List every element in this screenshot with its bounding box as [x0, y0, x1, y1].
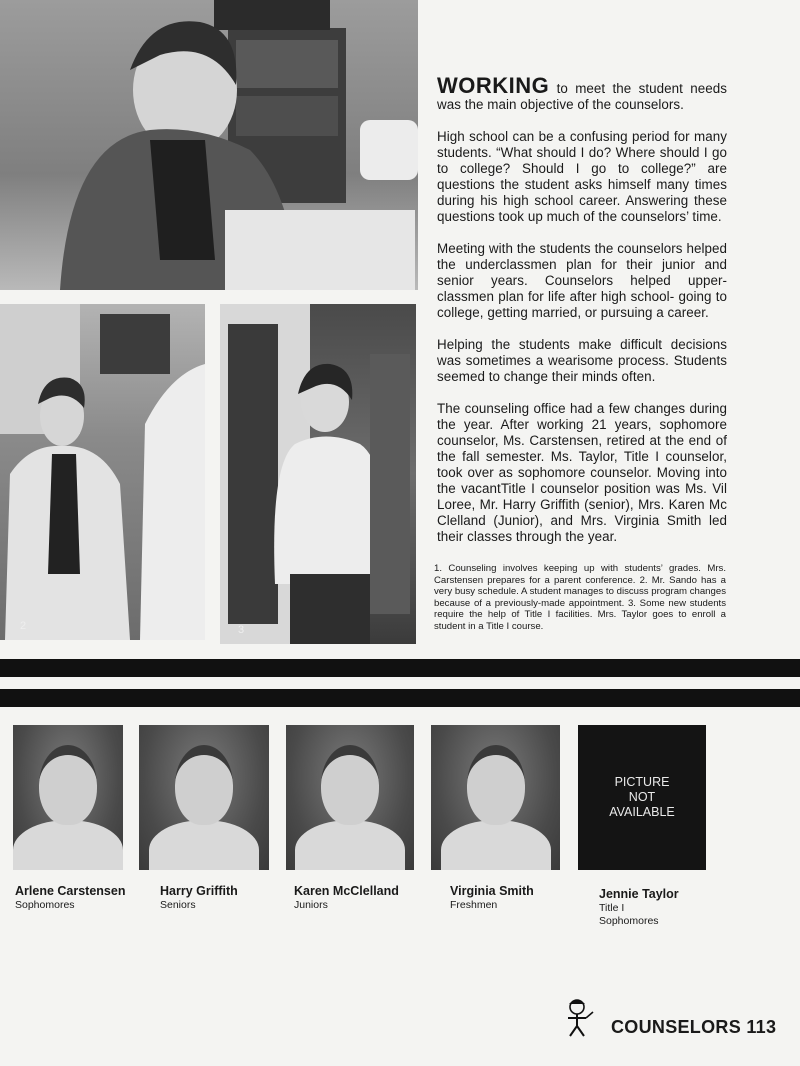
staff-role: Title I	[599, 902, 625, 914]
photo-1-illustration	[0, 0, 418, 290]
staff-name: Jennie Taylor	[599, 887, 679, 901]
photo-counselor-with-student	[0, 304, 205, 640]
folio-section: COUNSELORS	[611, 1017, 742, 1037]
picture-not-available-box	[578, 725, 706, 870]
photo-3-illustration	[220, 304, 416, 644]
portrait-arlene-carstensen	[13, 725, 123, 870]
photo-captions: 1. Counseling involves keeping up with students’ grades. Mrs. Carstensen prepares for a parent conference. 2. Mr. Sando has a very busy schedule. A student manages to discuss program changes because of a previously-made appointment. 3. Some new students require the help of Title I facilities. Mrs. Taylor goes to enroll a student in a Title I course.	[434, 563, 726, 632]
divider-bar	[0, 659, 800, 677]
story-body	[437, 73, 727, 561]
lead-rest: to meet the student needs was the main objective of the counselors.	[437, 81, 727, 112]
mascot-icon	[560, 998, 596, 1038]
staff-name: Virginia Smith	[450, 884, 534, 898]
photo-number-2: 2	[20, 620, 27, 632]
photo-counselor-title-one	[220, 304, 416, 644]
story-paragraph: High school can be a confusing period for many students. “What should I do? Where should I go to college? Should I go to college?” are questions the student asks himself many times during his high school career. Answering these questions took up much of the counselors’ time.	[437, 129, 727, 224]
page-folio	[611, 1017, 776, 1038]
staff-name: Harry Griffith	[160, 884, 238, 898]
staff-role: Freshmen	[450, 899, 498, 911]
portrait-karen-mcclelland	[286, 725, 414, 870]
photo-number-3: 3	[238, 624, 245, 636]
story-paragraph: Meeting with the students the counselors helped the underclassmen plan for their junior and senior years. Counselors helped upper-classmen plan for life after high school- going to college, getting married, or pursuing a career.	[437, 241, 727, 320]
staff-role: Sophomores	[599, 915, 659, 927]
portrait-virginia-smith	[431, 725, 560, 870]
photo-counselor-on-phone	[0, 0, 418, 290]
staff-role: Sophomores	[15, 899, 75, 911]
staff-role: Seniors	[160, 899, 196, 911]
staff-name: Karen McClelland	[294, 884, 399, 898]
no-picture-line: AVAILABLE	[609, 805, 675, 819]
no-picture-line: PICTURE	[614, 775, 670, 789]
staff-role: Juniors	[294, 899, 328, 911]
story-lead-paragraph	[437, 73, 727, 113]
folio-page-number: 113	[746, 1017, 777, 1037]
photo-2-illustration	[0, 304, 205, 640]
no-picture-line: NOT	[628, 790, 656, 804]
divider-bar	[0, 689, 800, 707]
portrait-harry-griffith	[139, 725, 269, 870]
staff-name: Arlene Carstensen	[15, 884, 126, 898]
story-paragraph: Helping the students make difficult decisions was sometimes a wearisome process. Students seemed to change their minds often.	[437, 337, 727, 384]
story-paragraph: The counseling office had a few changes during the year. After working 21 years, sophomore counselor, Ms. Carstensen, retired at the end of the fall semester. Ms. Taylor, Title I counselor, took over as sophomore counselor. Moving into the vacantTitle I counselor position was Ms. Vil Loree, Mr. Harry Griffith (senior), Mrs. Karen Mc Clelland (Junior), and Mrs. Virginia Smith led their classes through the year.	[437, 401, 727, 544]
lead-word: WORKING	[437, 73, 550, 98]
